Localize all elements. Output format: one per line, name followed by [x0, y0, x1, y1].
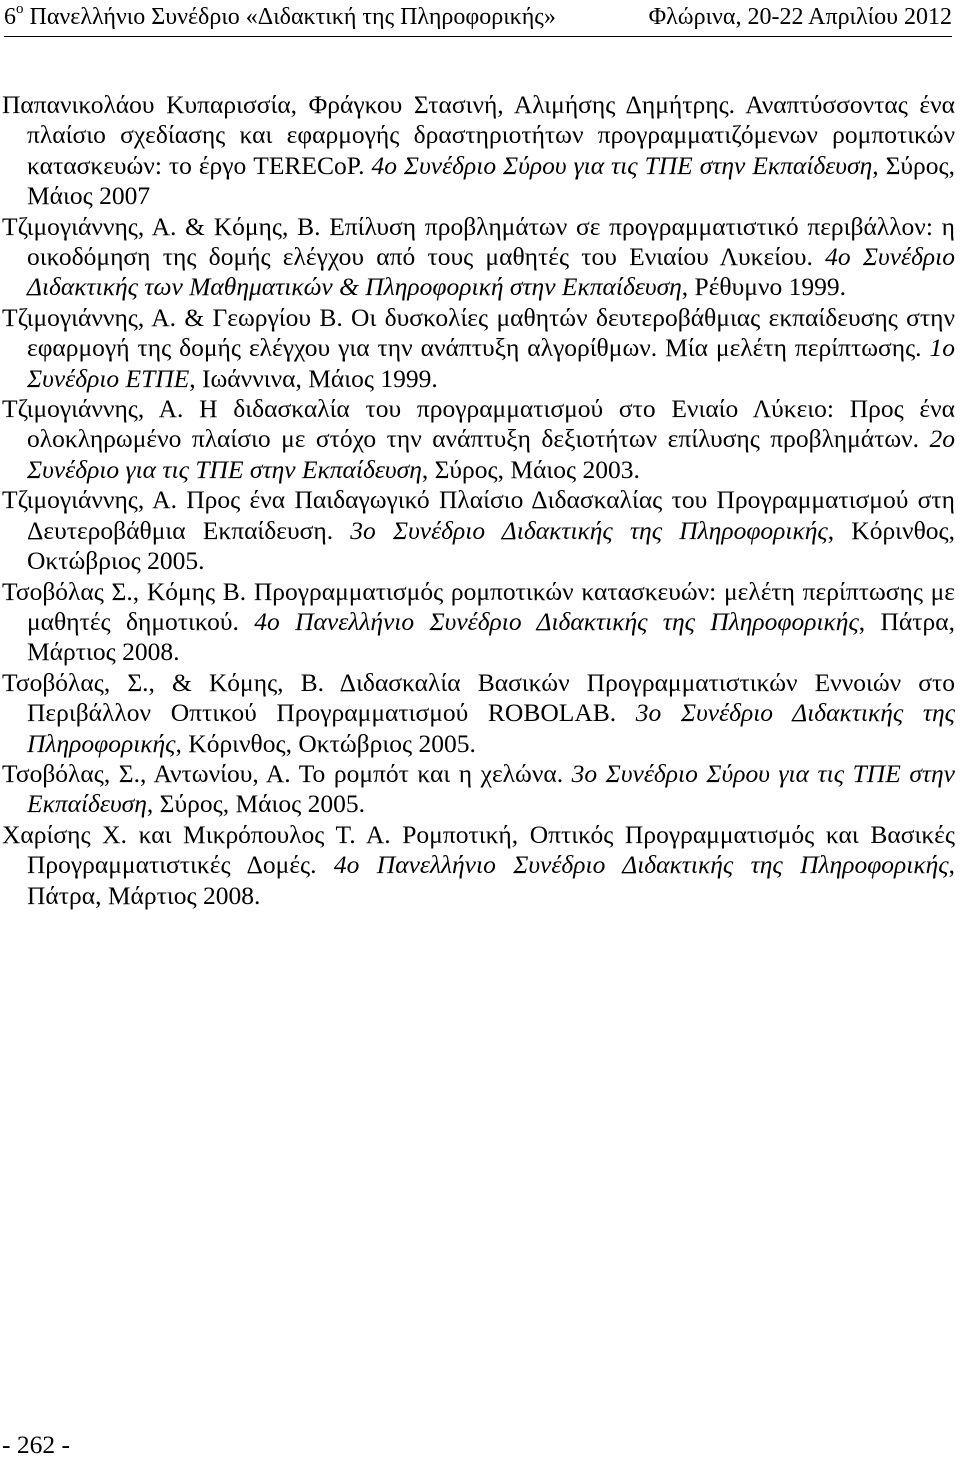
reference-place-date: , Πάτρα, Μάρτιος 2008.	[27, 606, 955, 667]
reference-place-date: , Κόρινθος, Οκτώβριος 2005.	[27, 515, 956, 576]
reference-authors-title: Τσοβόλας Σ., Κόμης Β. Προγραμματισμός ρομποτικών κατασκευών: μελέτη περίπτωσης με μαθητές δημοτικού.	[2, 576, 955, 636]
reference-authors-title: Τζιμογιάννης, Α. & Γεωργίου Β. Οι δυσκολίες μαθητών δευτεροβάθμιας εκπαίδευσης στην εφαρμογή της δομής ελέγχου για την ανάπτυξη αλγορίθμων. Μία μελέτη περίπτωσης.	[2, 302, 955, 363]
conference-name: Πανελλήνιο Συνέδριο «Διδακτική της Πληροφορικής»	[23, 4, 556, 30]
reference-venue: 1ο Συνέδριο ΕΤΠΕ	[27, 333, 955, 393]
reference-item	[2, 668, 955, 759]
reference-item	[2, 303, 955, 394]
reference-place-date: , Ιωάννινα, Μάιος 1999.	[189, 363, 438, 393]
reference-place-date: , Πάτρα, Μάρτιος 2008.	[27, 850, 955, 910]
reference-authors-title: Τσοβόλας, Σ., & Κόμης, Β. Διδασκαλία Βασικών Προγραμματιστικών Εννοιών στο Περιβάλλον Οπτικού Προγραμματισμού ROBOLAB.	[2, 667, 955, 728]
reference-authors-title: Χαρίσης Χ. και Μικρόπουλος Τ. Α. Ρομποτική, Οπτικός Προγραμματισμός και Βασικές Προγραμματιστικές Δομές.	[2, 819, 955, 880]
conference-title	[4, 2, 556, 32]
reference-item	[2, 394, 955, 485]
reference-authors-title: Παπανικολάου Κυπαρισσία, Φράγκου Στασινή, Αλιμήσης Δημήτρης. Αναπτύσσοντας ένα πλαίσιο σχεδίασης και εφαρμογής δραστηριοτήτων προγραμματιζόμενων ρομποτικών κατασκευών: το έργο TERECoP.	[2, 90, 955, 180]
reference-place-date: , Κόρινθος, Οκτώβριος 2005.	[175, 728, 476, 758]
reference-place-date: , Σύρος, Μάιος 2003.	[421, 454, 640, 484]
reference-venue: 3ο Συνέδριο Διδακτικής της Πληροφορικής	[27, 698, 955, 758]
reference-venue: 4ο Πανελλήνιο Συνέδριο Διδακτικής της Πληροφορικής	[333, 850, 949, 880]
reference-place-date: , Σύρος, Μάιος 2005.	[146, 789, 365, 819]
reference-list	[2, 90, 955, 911]
reference-item	[2, 212, 955, 303]
running-header	[4, 2, 952, 37]
reference-venue: 3ο Συνέδριο Διδακτικής της Πληροφορικής	[350, 515, 828, 545]
reference-item	[2, 759, 955, 820]
conference-ordinal: 6	[4, 4, 16, 30]
reference-authors-title: Τζιμογιάννης, Α. Η διδασκαλία του προγραμματισμού στο Ενιαίο Λύκειο: Προς ένα ολοκληρωμένο πλαίσιο με στόχο την ανάπτυξη δεξιοτήτων επίλυσης προβλημάτων.	[2, 394, 955, 454]
reference-item	[2, 820, 955, 911]
reference-venue: 2ο Συνέδριο για τις ΤΠΕ στην Εκπαίδευση	[27, 424, 955, 484]
reference-item	[2, 485, 955, 576]
reference-place-date: , Σύρος, Μάιος 2007	[27, 150, 956, 211]
reference-authors-title: Τσοβόλας, Σ., Αντωνίου, Α. Το ρομπότ και η χελώνα.	[2, 758, 572, 788]
reference-item	[2, 90, 955, 212]
reference-venue: 4ο Συνέδριο Σύρου για τις ΤΠΕ στην Εκπαίδευση	[371, 150, 873, 180]
reference-venue: 4ο Πανελλήνιο Συνέδριο Διδακτικής της Πληροφορικής	[254, 606, 859, 636]
reference-authors-title: Τζιμογιάννης, Α. & Κόμης, Β. Επίλυση προβλημάτων σε προγραμματιστικό περιβάλλον: η οικοδόμηση της δομής ελέγχου από τους μαθητές του Ενιαίου Λυκείου.	[2, 211, 955, 272]
conference-ordinal-superscript: ο	[16, 1, 24, 17]
conference-place-date: Φλώρινα, 20-22 Απριλίου 2012	[648, 4, 952, 30]
reference-authors-title: Τζιμογιάννης, Α. Προς ένα Παιδαγωγικό Πλαίσιο Διδασκαλίας του Προγραμματισμού στη Δευτεροβάθμια Εκπαίδευση.	[2, 485, 955, 545]
page-number: - 262 -	[2, 1430, 70, 1459]
reference-item	[2, 577, 955, 668]
reference-venue: 3ο Συνέδριο Σύρου για τις ΤΠΕ στην Εκπαίδευση	[27, 758, 956, 819]
reference-place-date: , Ρέθυμνο 1999.	[681, 272, 846, 302]
reference-venue: 4ο Συνέδριο Διδακτικής των Μαθηματικών & Πληροφορική στην Εκπαίδευση	[27, 242, 956, 302]
